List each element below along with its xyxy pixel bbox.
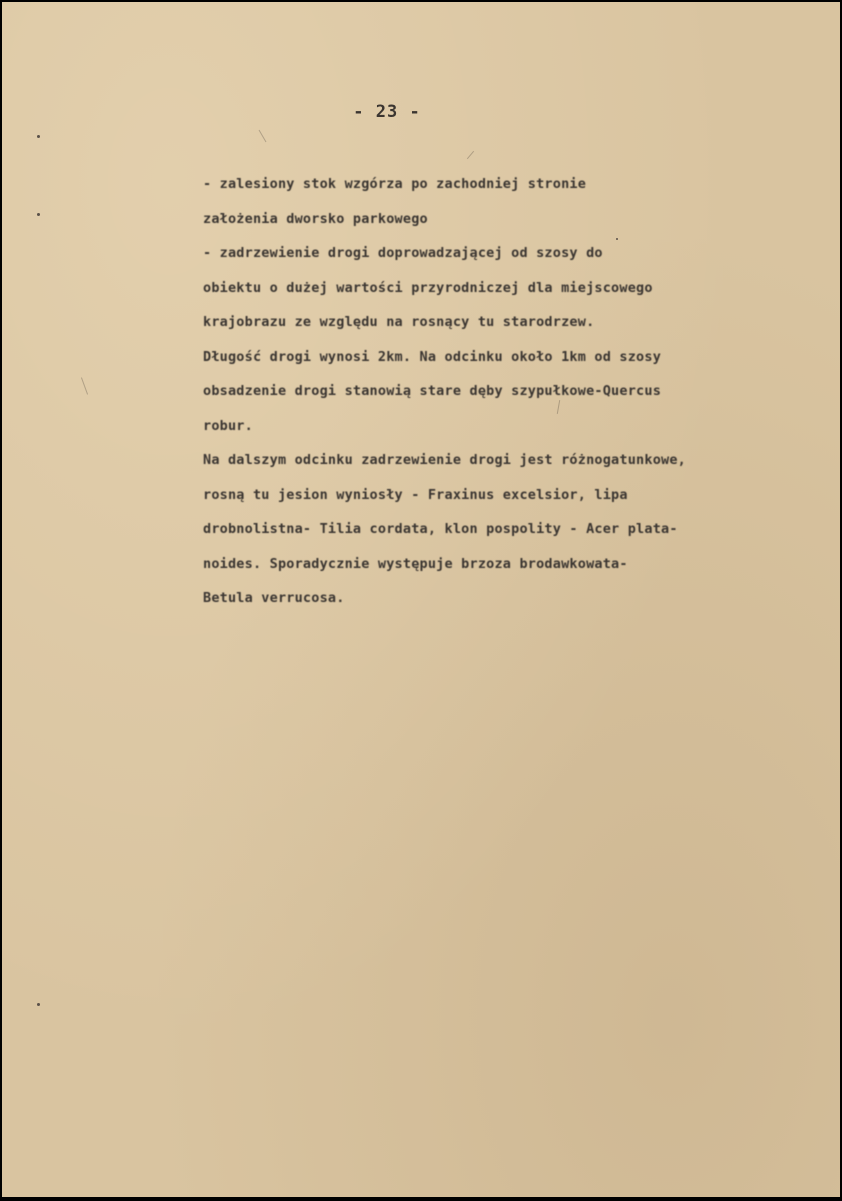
- text-line: Na dalszym odcinku zadrzewienie drogi jest różnogatunkowe,: [203, 452, 687, 468]
- paper-speck: [37, 135, 40, 138]
- text-line: robur.: [203, 417, 253, 434]
- text-line: Betula verrucosa.: [203, 590, 345, 606]
- paper-speck: [616, 238, 618, 240]
- text-line: obsadzenie drogi stanowią stare dęby szypułkowe-Quercus: [203, 383, 662, 399]
- paper-scratch: [81, 377, 88, 394]
- paper-speck: [37, 1003, 40, 1006]
- paper-scratch: [467, 151, 474, 159]
- text-line: - zalesiony stok wzgórza po zachodniej stronie: [203, 176, 587, 192]
- text-line: noides. Sporadycznie występuje brzoza brodawkowata-: [203, 555, 628, 572]
- page-number: - 23 -: [353, 102, 421, 122]
- paper-scratch: [259, 130, 267, 143]
- document-body: [203, 170, 813, 619]
- text-line: rosną tu jesion wyniosły - Fraxinus excelsior, lipa: [203, 486, 628, 503]
- text-line: krajobrazu ze względu na rosnący tu starodrzew.: [203, 314, 595, 330]
- text-line: drobnolistna- Tilia cordata, klon pospolity - Acer plata-: [203, 521, 678, 537]
- text-line: Długość drogi wynosi 2km. Na odcinku około 1km od szosy: [203, 348, 662, 365]
- text-line: - zadrzewienie drogi doprowadzającej od szosy do: [203, 245, 603, 261]
- paper-speck: [37, 213, 40, 216]
- text-line: obiektu o dużej wartości przyrodniczej dla miejscowego: [203, 279, 653, 296]
- text-line: założenia dworsko parkowego: [203, 210, 428, 227]
- document-page: [2, 2, 840, 1197]
